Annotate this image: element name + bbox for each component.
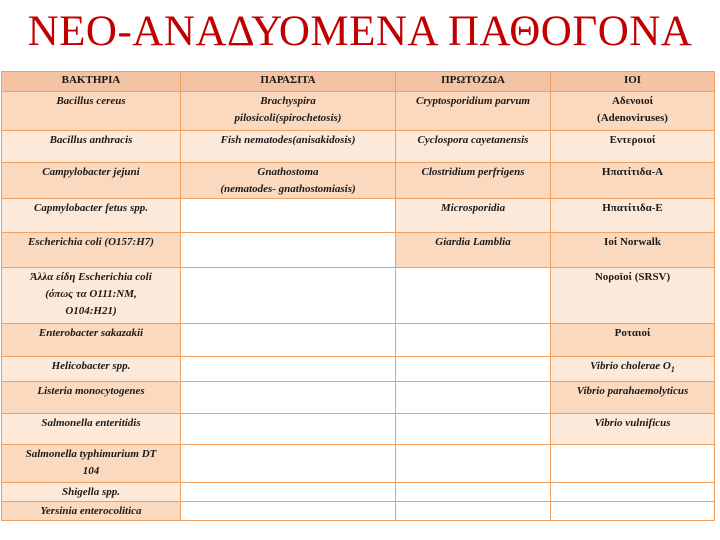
- cell-protozoa-empty: [396, 357, 551, 382]
- cell-protozoa: Cryptosporidium parvum: [396, 92, 551, 131]
- cell-parasites: Brachyspira pilosicoli(spirochetosis): [181, 92, 396, 131]
- cell-parasites-empty: [181, 502, 396, 521]
- header-bacteria: ΒΑΚΤΗΡΙΑ: [2, 72, 181, 92]
- cell-viruses: Αδενοιοί (Adenoviruses): [551, 92, 715, 131]
- table-row: [2, 233, 715, 268]
- cell-bacteria: Shigella spp.: [2, 483, 181, 502]
- cell-protozoa-empty: [396, 268, 551, 324]
- cell-parasites: Fish nematodes(anisakidosis): [181, 131, 396, 163]
- cell-bacteria: Campylobacter jejuni: [2, 163, 181, 199]
- cell-viruses: Vibrio parahaemolyticus: [551, 382, 715, 414]
- cell-bacteria: Listeria monocytogenes: [2, 382, 181, 414]
- cell-viruses: [551, 357, 715, 382]
- cell-parasites-empty: [181, 268, 396, 324]
- cell-bacteria: Escherichia coli (O157:H7): [2, 233, 181, 268]
- cell-parasites-empty: [181, 414, 396, 445]
- cell-protozoa-empty: [396, 382, 551, 414]
- cell-bacteria: Άλλα είδη Escherichia coli (όπως τα Ο111:ΝΜ, Ο104:Η21): [2, 268, 181, 324]
- table-row: [2, 414, 715, 445]
- cell-bacteria: Bacillus cereus: [2, 92, 181, 131]
- cell-parasites-empty: [181, 382, 396, 414]
- cell-viruses: Ροταιοί: [551, 324, 715, 357]
- cell-bacteria: Bacillus anthracis: [2, 131, 181, 163]
- cell-bacteria: Yersinia enterocolitica: [2, 502, 181, 521]
- cell-bacteria: Salmonella enteritidis: [2, 414, 181, 445]
- table-row: [2, 357, 715, 382]
- table-row: [2, 92, 715, 131]
- cell-protozoa: Microsporidia: [396, 199, 551, 233]
- vibrio-cholerae-label: Vibrio cholerae O: [590, 360, 671, 372]
- cell-protozoa-empty: [396, 414, 551, 445]
- cell-protozoa-empty: [396, 324, 551, 357]
- table-row: [2, 445, 715, 483]
- cell-parasites-empty: [181, 483, 396, 502]
- header-parasites: ΠΑΡΑΣΙΤΑ: [181, 72, 396, 92]
- cell-viruses: Vibrio vulnificus: [551, 414, 715, 445]
- cell-protozoa-empty: [396, 502, 551, 521]
- table-row: [2, 131, 715, 163]
- pathogens-table: [1, 71, 715, 521]
- header-row: [2, 72, 715, 92]
- vibrio-cholerae-subscript: 1: [670, 365, 675, 375]
- cell-parasites-empty: [181, 199, 396, 233]
- cell-parasites-empty: [181, 445, 396, 483]
- header-protozoa: ΠΡΩΤΟΖΩΑ: [396, 72, 551, 92]
- cell-viruses: Ιοί Norwalk: [551, 233, 715, 268]
- cell-viruses-empty: [551, 502, 715, 521]
- cell-parasites: Gnathostoma (nematodes- gnathostomiasis): [181, 163, 396, 199]
- cell-protozoa-empty: [396, 445, 551, 483]
- cell-bacteria: Capmylobacter fetus spp.: [2, 199, 181, 233]
- table-row: [2, 268, 715, 324]
- table-row: [2, 163, 715, 199]
- table-row: [2, 382, 715, 414]
- cell-parasites-empty: [181, 357, 396, 382]
- table-row: [2, 502, 715, 521]
- header-viruses: ΙΟΙ: [551, 72, 715, 92]
- cell-bacteria: Salmonella typhimurium DT 104: [2, 445, 181, 483]
- cell-bacteria: Helicobacter spp.: [2, 357, 181, 382]
- cell-protozoa: Clostridium perfrigens: [396, 163, 551, 199]
- cell-protozoa-empty: [396, 483, 551, 502]
- cell-viruses: Εντεροιοί: [551, 131, 715, 163]
- cell-parasites-empty: [181, 233, 396, 268]
- cell-viruses-empty: [551, 483, 715, 502]
- cell-parasites-empty: [181, 324, 396, 357]
- cell-viruses-empty: [551, 445, 715, 483]
- page-title: ΝΕΟ-ΑΝΑΔΥΟΜΕΝΑ ΠΑΘΟΓΟΝΑ: [27, 8, 693, 55]
- cell-viruses: Νοροϊοί (SRSV): [551, 268, 715, 324]
- table-row: [2, 199, 715, 233]
- cell-protozoa: Cyclospora cayetanensis: [396, 131, 551, 163]
- cell-protozoa: Giardia Lamblia: [396, 233, 551, 268]
- cell-bacteria: Enterobacter sakazakii: [2, 324, 181, 357]
- table-row: [2, 483, 715, 502]
- cell-viruses: Ηπατίτιδα-Ε: [551, 199, 715, 233]
- table-row: [2, 324, 715, 357]
- cell-viruses: Ηπατίτιδα-Α: [551, 163, 715, 199]
- pathogens-table-container: [1, 71, 714, 521]
